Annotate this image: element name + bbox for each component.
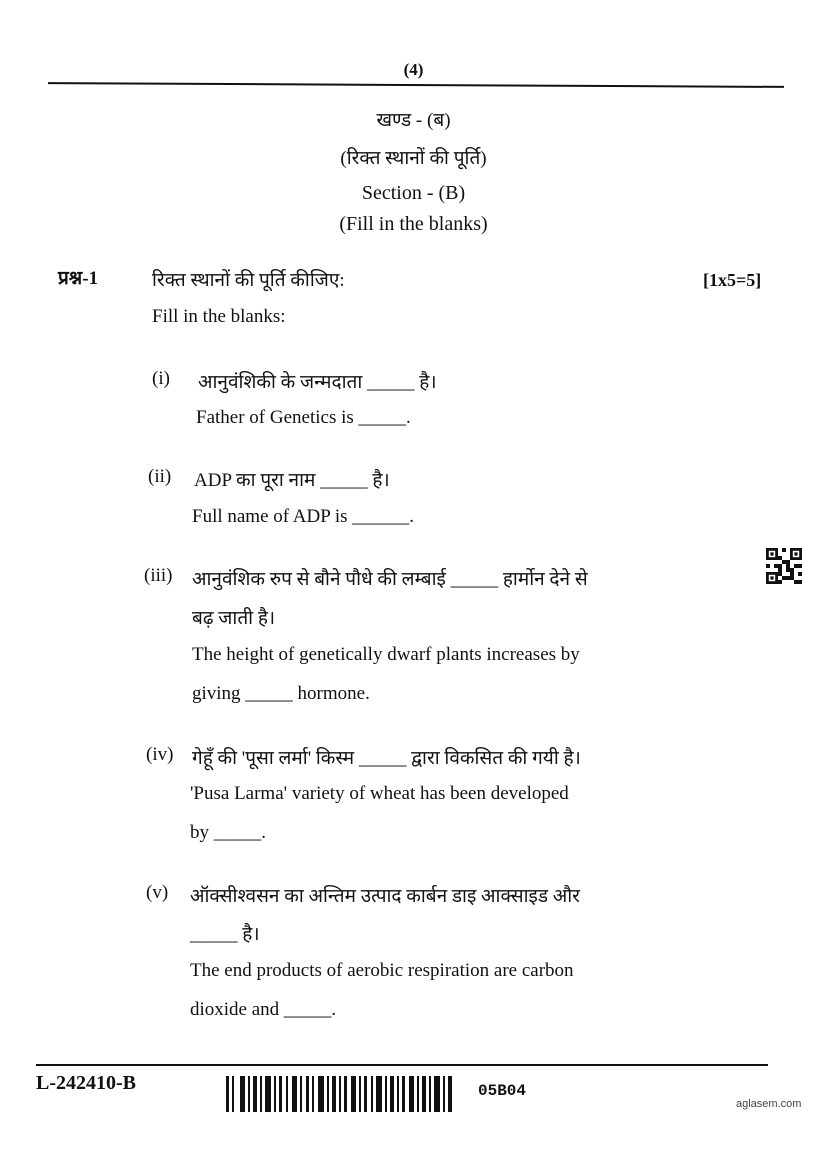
item-line: The end products of aerobic respiration are carbon bbox=[190, 960, 574, 981]
item-line: ADP का पूरा नाम _____ है। bbox=[194, 470, 390, 491]
question-instruction-english: Fill in the blanks: bbox=[152, 306, 286, 327]
section-subtitle-hindi: (रिक्त स्थानों की पूर्ति) bbox=[340, 148, 487, 169]
item-line: आनुवंशिक रुप से बौने पौधे की लम्बाई _____ हार्मोन देने से bbox=[192, 569, 588, 590]
qr-code-icon bbox=[766, 548, 802, 584]
section-subtitle-english: (Fill in the blanks) bbox=[339, 213, 488, 235]
top-rule bbox=[48, 82, 784, 88]
item-line: _____ है। bbox=[190, 924, 260, 945]
item-line: giving _____ hormone. bbox=[192, 683, 370, 704]
watermark: aglasem.com bbox=[736, 1098, 802, 1110]
booklet-code: 05B04 bbox=[478, 1082, 527, 1100]
item-number: (iii) bbox=[144, 565, 173, 586]
item-line: Full name of ADP is ______. bbox=[192, 506, 415, 527]
item-number: (i) bbox=[152, 368, 170, 389]
section-title-hindi: खण्ड - (ब) bbox=[376, 110, 451, 131]
item-line: आनुवंशिकी के जन्मदाता _____ है। bbox=[198, 372, 437, 393]
item-line: बढ़ जाती है। bbox=[192, 608, 276, 629]
question-instruction-hindi: रिक्त स्थानों की पूर्ति कीजिए: bbox=[152, 270, 345, 291]
question-marks: [1x5=5] bbox=[703, 270, 762, 290]
item-line: ऑक्सीश्वसन का अन्तिम उत्पाद कार्बन डाइ आक्साइड और bbox=[190, 886, 580, 907]
item-line: The height of genetically dwarf plants increases by bbox=[192, 644, 580, 665]
item-number: (v) bbox=[146, 882, 169, 903]
item-number: (iv) bbox=[146, 744, 174, 765]
item-number: (ii) bbox=[148, 466, 172, 487]
item-line: गेहूँ की 'पूसा लर्मा' किस्म _____ द्वारा विकसित की गयी है। bbox=[192, 748, 581, 769]
section-title-english: Section - (B) bbox=[361, 182, 466, 204]
question-label: प्रश्न-1 bbox=[58, 268, 99, 289]
bottom-rule bbox=[36, 1064, 768, 1066]
barcode-icon bbox=[226, 1076, 454, 1112]
paper-code: L-242410-B bbox=[36, 1072, 136, 1094]
item-line: dioxide and _____. bbox=[190, 999, 337, 1020]
item-line: 'Pusa Larma' variety of wheat has been developed bbox=[190, 783, 569, 804]
page-number: (4) bbox=[403, 60, 424, 79]
item-line: by _____. bbox=[190, 822, 266, 843]
item-line: Father of Genetics is _____. bbox=[196, 407, 411, 428]
